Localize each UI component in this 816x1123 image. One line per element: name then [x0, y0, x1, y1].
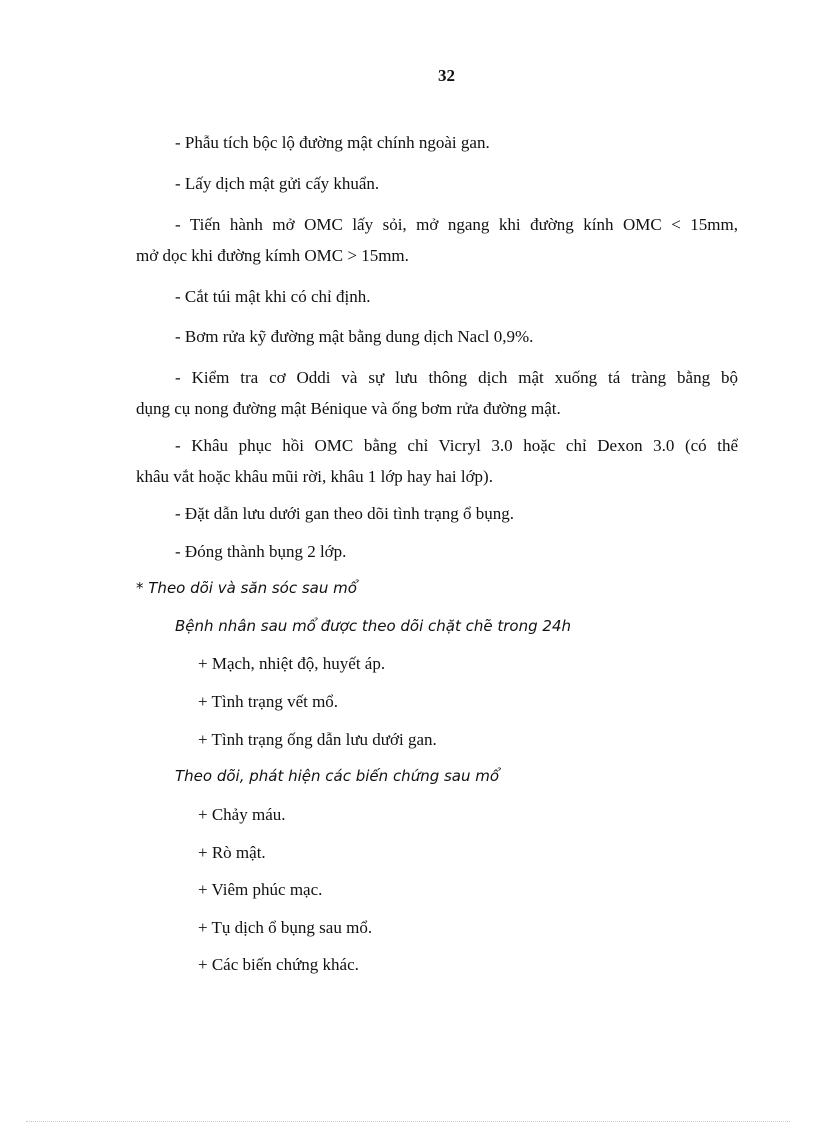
paragraph-oddi-check-line2: dụng cụ nong đường mật Bénique và ống bơm rửa đường mật. [136, 399, 561, 418]
list-item: + Rò mật. [198, 843, 266, 862]
paragraph-bile-culture: - Lấy dịch mật gửi cấy khuẩn. [175, 174, 380, 193]
list-item: + Tình trạng ống dẫn lưu dưới gan. [198, 730, 437, 749]
subheading-complications: Theo dõi, phát hiện các biến chứng sau mổ [175, 767, 500, 785]
paragraph-omc-incision-line1: - Tiến hành mở OMC lấy sỏi, mở ngang khi đường kính OMC < 15mm, [175, 215, 738, 234]
list-item: + Chảy máu. [198, 805, 286, 824]
section-heading-postop: * Theo dõi và săn sóc sau mổ [136, 579, 357, 597]
list-item: + Tụ dịch ổ bụng sau mổ. [198, 918, 373, 937]
paragraph-suture-line2: khâu vắt hoặc khâu mũi rời, khâu 1 lớp hay hai lớp). [136, 467, 493, 486]
list-item: + Tình trạng vết mổ. [198, 692, 339, 711]
paragraph-oddi-check-line1: - Kiểm tra cơ Oddi và sự lưu thông dịch mật xuống tá tràng bằng bộ [175, 368, 738, 387]
paragraph-closure: - Đóng thành bụng 2 lớp. [175, 542, 347, 561]
subheading-monitoring: Bệnh nhân sau mổ được theo dõi chặt chẽ trong 24h [175, 617, 571, 635]
paragraph-dissection: - Phẫu tích bộc lộ đường mật chính ngoài gan. [175, 133, 490, 152]
paragraph-irrigation: - Bơm rửa kỹ đường mật bằng dung dịch Nacl 0,9%. [175, 327, 534, 346]
page-number: 32 [438, 66, 455, 85]
paragraph-cholecystectomy: - Cắt túi mật khi có chỉ định. [175, 287, 371, 306]
paragraph-drain: - Đặt dẫn lưu dưới gan theo dõi tình trạng ổ bụng. [175, 504, 515, 523]
paragraph-omc-incision-line2: mở dọc khi đường kímh OMC > 15mm. [136, 246, 409, 265]
paragraph-suture-line1: - Khâu phục hồi OMC bằng chỉ Vicryl 3.0 hoặc chỉ Dexon 3.0 (có thể [175, 436, 738, 455]
list-item: + Mạch, nhiệt độ, huyết áp. [198, 654, 386, 673]
list-item: + Các biến chứng khác. [198, 955, 359, 974]
list-item: + Viêm phúc mạc. [198, 880, 323, 899]
page-bottom-divider [26, 1121, 790, 1122]
